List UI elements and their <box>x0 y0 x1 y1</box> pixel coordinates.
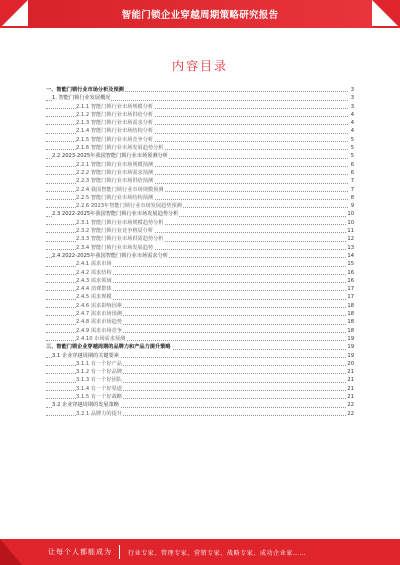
toc-page-number: 7 <box>350 186 354 193</box>
toc-page-number: 18 <box>347 327 354 334</box>
toc-page-number: 9 <box>350 203 354 210</box>
toc-entry-label: 2.4.4 消费群体 <box>76 286 112 293</box>
toc-entry-label: 2.1.1 智能门锁行业市场规模分析 <box>76 103 154 110</box>
toc-entry-label: 2.1.4 智能门锁行业市场结构分析 <box>76 128 154 135</box>
toc-page-number: 22 <box>347 410 354 417</box>
toc-entry-label: 3.1.5 有一个好战略 <box>76 393 122 400</box>
toc-entry-label: 2.3.3 智能门锁行业市场供需趋势分析 <box>76 236 164 243</box>
toc-page-number: 21 <box>347 369 354 376</box>
toc-entry-label: 2.2.2 智能门锁行业市场需求预测 <box>76 169 154 176</box>
toc-entry-label: 2.2 2023-2025年我国智能门锁行业市场预测分析 <box>52 153 168 160</box>
toc-entry[interactable] <box>46 194 354 202</box>
toc-entry[interactable] <box>46 219 354 227</box>
toc-page-number: 4 <box>350 111 354 118</box>
toc-entry-label: 3.1.2 有一个好品牌 <box>76 369 122 376</box>
toc-entry-label: 2.4 2022-2025年我国智能门锁行业市场需求分析 <box>52 252 168 259</box>
toc-page-number: 8 <box>350 194 354 201</box>
toc-entry[interactable] <box>46 293 354 301</box>
toc-page-number: 19 <box>347 352 354 359</box>
toc-entry[interactable] <box>46 360 354 368</box>
toc-entry[interactable] <box>46 202 354 210</box>
footer-divider <box>119 545 120 559</box>
toc-entry-label: 2.3.2 智能门锁行业竞争格局分析 <box>76 228 154 235</box>
toc-page-number: 11 <box>347 228 354 235</box>
toc-entry[interactable] <box>46 210 354 218</box>
toc-page-number: 6 <box>350 161 354 168</box>
toc-page-number: 21 <box>347 393 354 400</box>
toc-entry[interactable] <box>46 235 354 243</box>
toc-entry-label: 2.4.7 需求市场预测 <box>76 311 122 318</box>
toc-entry-label: 2.3.4 智能门锁行业市场发展趋势 <box>76 244 154 251</box>
table-of-contents <box>46 86 354 418</box>
toc-entry-label: 3.1.3 有一个好团队 <box>76 377 122 384</box>
toc-page-number: 3 <box>350 87 354 93</box>
toc-entry-label: 2.4.6 需求影响因素 <box>76 302 122 309</box>
toc-entry-label: 2.4.10 市场需求预测 <box>76 335 126 342</box>
toc-entry[interactable] <box>46 144 354 152</box>
toc-page-number: 18 <box>347 311 354 318</box>
toc-page-number: 3 <box>350 103 354 110</box>
toc-entry[interactable] <box>46 277 354 285</box>
toc-entry[interactable] <box>46 227 354 235</box>
toc-heading: 内容目录 <box>171 59 228 73</box>
toc-entry[interactable] <box>46 310 354 318</box>
toc-entry-label: 3.1 企业穿越周期的关键要素 <box>52 352 119 359</box>
toc-page-number: 19 <box>347 335 354 342</box>
toc-entry-label: 2.2.1 智能门锁行业市场规模预测 <box>76 161 154 168</box>
toc-page-number: 10 <box>347 219 354 226</box>
toc-entry[interactable] <box>46 177 354 185</box>
footer-corner <box>0 539 22 565</box>
toc-entry[interactable] <box>46 127 354 135</box>
toc-page-number: 19 <box>347 344 354 351</box>
toc-entry[interactable] <box>46 335 354 343</box>
toc-entry[interactable] <box>46 94 354 102</box>
toc-entry-label: 2.2.6 2023年智能门锁行业市场发展趋势预测 <box>76 203 182 210</box>
toc-entry-label: 2.4.8 需求市场趋势 <box>76 319 122 326</box>
toc-page-number: 5 <box>350 145 354 152</box>
toc-entry[interactable] <box>46 86 354 94</box>
report-title: 智能门锁企业穿越周期策略研究报告 <box>121 10 279 21</box>
toc-entry-label: 2.1.5 智能门锁行业市场竞争分析 <box>76 136 154 143</box>
toc-entry[interactable] <box>46 269 354 277</box>
toc-entry[interactable] <box>46 410 354 418</box>
toc-entry-label: 2.2.3 智能门锁行业市场供给预测 <box>76 178 154 185</box>
toc-entry-label: 2.4.5 需求规模 <box>76 294 112 301</box>
toc-entry-label: 一、智能门锁行业市场分析及预测 <box>46 87 124 93</box>
toc-page-number: 3 <box>350 95 354 102</box>
toc-page-number: 16 <box>347 269 354 276</box>
toc-entry[interactable] <box>46 285 354 293</box>
toc-entry[interactable] <box>46 376 354 384</box>
toc-entry[interactable] <box>46 119 354 127</box>
toc-page-number: 18 <box>347 302 354 309</box>
toc-entry[interactable] <box>46 318 354 326</box>
toc-entry-label: 三、智能门锁企业穿越周期的品牌力和产品力提升策略 <box>46 344 171 351</box>
toc-entry-label: 2.4.2 需求结构 <box>76 269 112 276</box>
toc-entry[interactable] <box>46 385 354 393</box>
toc-entry-label: 2.4.3 需求领域 <box>76 277 112 284</box>
toc-entry[interactable] <box>46 260 354 268</box>
toc-page-number: 21 <box>347 385 354 392</box>
toc-entry-label: 2.2.4 我国智能门锁行业市场规模预测 <box>76 186 164 193</box>
toc-entry[interactable] <box>46 393 354 401</box>
footer-banner <box>0 539 400 565</box>
toc-entry-label: 2.3.1 智能门锁行业市场规模趋势分析 <box>76 219 164 226</box>
toc-entry[interactable] <box>46 103 354 111</box>
toc-entry-label: 2.1.6 智能门锁行业市场发展趋势分析 <box>76 145 164 152</box>
toc-entry[interactable] <box>46 186 354 194</box>
toc-page-number: 12 <box>347 236 354 243</box>
toc-page-number: 22 <box>347 402 354 409</box>
toc-page-number: 5 <box>350 136 354 143</box>
toc-page-number: 17 <box>347 286 354 293</box>
toc-page-number: 17 <box>347 294 354 301</box>
toc-page-number: 5 <box>350 153 354 160</box>
toc-entry-label: 2.4.1 需求市场 <box>76 261 112 268</box>
toc-entry[interactable] <box>46 401 354 409</box>
toc-page-number: 13 <box>347 244 354 251</box>
toc-entry[interactable] <box>46 343 354 351</box>
toc-page-number: 21 <box>347 377 354 384</box>
toc-page-number: 20 <box>347 360 354 367</box>
toc-entry-label: 2.1.2 智能门锁行业市场供给分析 <box>76 111 154 118</box>
footer-roles: 行业专家、管理专家、营销专家、战略专家、成功企业家…… <box>128 549 307 557</box>
toc-entry[interactable] <box>46 368 354 376</box>
toc-entry-label: 3.1.4 有一个好渠道 <box>76 385 122 392</box>
toc-entry-label: 2.3 2022-2025年我国智能门锁行业市场发展趋势分析 <box>52 211 179 218</box>
toc-page-number: 6 <box>350 169 354 176</box>
toc-entry[interactable] <box>46 152 354 160</box>
toc-page-number: 4 <box>350 120 354 127</box>
toc-entry[interactable] <box>46 169 354 177</box>
toc-entry[interactable] <box>46 327 354 335</box>
toc-entry[interactable] <box>46 161 354 169</box>
toc-page-number: 15 <box>347 261 354 268</box>
toc-page-number: 16 <box>347 277 354 284</box>
header-banner <box>0 0 400 28</box>
toc-page-number: 7 <box>350 178 354 185</box>
toc-page-number: 18 <box>347 319 354 326</box>
toc-entry[interactable] <box>46 252 354 260</box>
toc-entry-label: 3.2.1 品牌力的提升 <box>76 410 122 417</box>
toc-entry-label: 1. 智能门锁行业发展概况 <box>52 95 111 102</box>
footer-slogan: 让每个人都能成为 <box>48 548 112 556</box>
toc-entry-label: 2.2.5 智能门锁行业市场结构预测 <box>76 194 154 201</box>
toc-entry[interactable] <box>46 136 354 144</box>
toc-entry[interactable] <box>46 111 354 119</box>
toc-entry[interactable] <box>46 244 354 252</box>
toc-page-number: 4 <box>350 128 354 135</box>
toc-entry[interactable] <box>46 352 354 360</box>
toc-entry-label: 3.1.1 有一个好产品 <box>76 360 122 367</box>
toc-page-number: 10 <box>347 211 354 218</box>
toc-page-number: 14 <box>347 252 354 259</box>
toc-entry-label: 2.4.9 需求市场竞争 <box>76 327 122 334</box>
toc-entry-label: 3.2 企业穿越周期的发展策略 <box>52 402 119 409</box>
toc-entry[interactable] <box>46 302 354 310</box>
toc-entry-label: 2.1.3 智能门锁行业市场需求分析 <box>76 120 154 127</box>
